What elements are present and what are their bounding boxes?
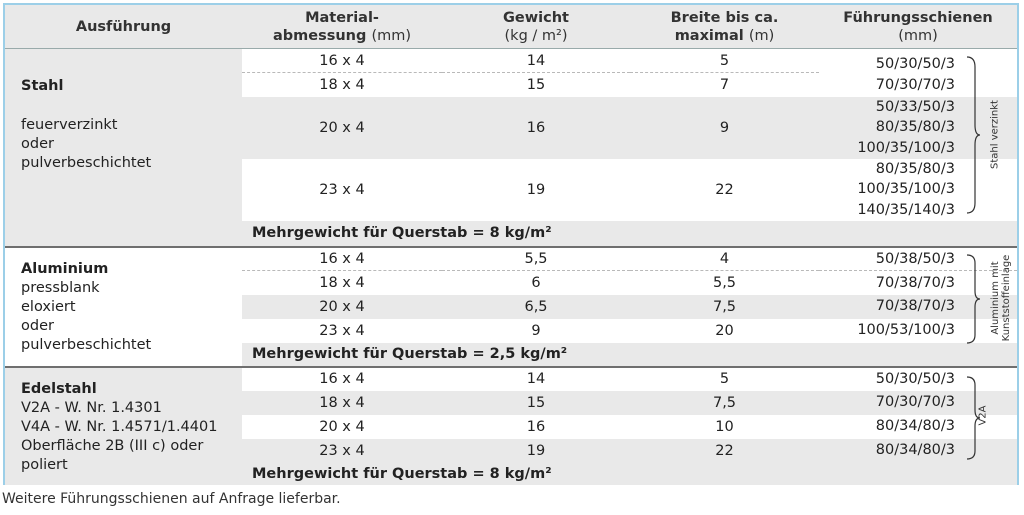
cell-width: 5 [630,367,819,391]
desc-line: Oberfläche 2B (III c) oder [21,437,204,454]
header-fuehrungsschienen: Führungsschienen (mm) [819,5,1017,49]
cell-width: 22 [715,181,734,198]
cell-weight: 15 [526,76,546,93]
desc-line: poliert [21,456,68,473]
brace-aluminium [965,253,981,345]
header-gewicht: Gewicht (kg / m²) [442,5,630,49]
footnote: Weitere Führungsschienen auf Anfrage lieferbar. [2,491,341,507]
extra-weight-note: Mehrgewicht für Querstab = 8 kg/m² [242,463,1017,485]
cell-width: 5,5 [712,274,737,291]
cell-size: 18 x 4 [242,391,442,415]
brace-stahl [965,55,981,215]
group-edelstahl-description [5,367,242,485]
desc-line: V2A - W. Nr. 1.4301 [21,399,162,416]
cell-rails: 70/38/70/3 [875,274,955,291]
cell-rails: 80/34/80/3 [875,418,955,435]
header-ausfuehrung: Ausführung [5,5,242,49]
cell-size: 18 x 4 [319,274,365,291]
cell-weight: 16 [442,97,630,159]
header-breite: Breite bis ca. maximal (m) [630,5,819,49]
cell-width: 20 [715,322,734,339]
cell-size: 23 x 4 [319,181,365,198]
cell-rails: 70/30/70/3 [819,391,1017,415]
cell-width: 9 [630,97,819,159]
spec-table-frame [3,3,1019,485]
table-row [5,247,1017,271]
cell-rails: 50/30/50/3 [819,367,1017,391]
cell-width: 7 [719,76,730,93]
group-title: Aluminium [21,260,109,277]
cell-size: 16 x 4 [242,367,442,391]
extra-weight-note: Mehrgewicht für Querstab = 8 kg/m² [242,221,1017,247]
cell-size: 16 x 4 [242,49,442,73]
cell-rails: 70/38/70/3 [819,295,1017,319]
cell-size: 20 x 4 [319,418,365,435]
cell-weight: 19 [442,439,630,463]
group-description: feuerverzinkt oder pulverbeschichtet [21,117,152,171]
cell-size: 20 x 4 [242,97,442,159]
side-label-v2a: V2A [977,405,989,426]
cell-rails: 50/38/50/3 [819,247,1017,271]
cell-width: 7,5 [630,391,819,415]
cell-weight: 6 [531,274,541,291]
cell-rails: 50/33/50/3 80/35/80/3 100/35/100/3 [819,97,1017,159]
cell-width: 5 [630,49,819,73]
cell-weight: 16 [526,418,546,435]
table-row [5,367,1017,391]
cell-weight: 5,5 [442,247,630,271]
cell-width: 7,5 [630,295,819,319]
cell-rails: 80/35/80/3 100/35/100/3 140/35/140/3 [857,160,955,218]
group-title: Edelstahl [21,380,97,397]
cell-weight: 14 [442,367,630,391]
header-materialabmessung: Material- abmessung (mm) [242,5,442,49]
cell-width: 22 [630,439,819,463]
cell-width: 10 [715,418,734,435]
group-title: Stahl [21,78,64,94]
cell-width: 4 [630,247,819,271]
side-label-aluminium: Aluminium mit Kunststoffeinlage [990,254,1012,342]
cell-weight: 15 [442,391,630,415]
cell-size: 16 x 4 [242,247,442,271]
desc-line: V4A - W. Nr. 1.4571/1.4401 [21,418,218,435]
cell-size: 20 x 4 [242,295,442,319]
cell-size: 23 x 4 [242,439,442,463]
cell-rails: 100/53/100/3 [857,322,955,339]
cell-size: 23 x 4 [319,322,365,339]
cell-rails: 50/30/50/3 70/30/70/3 [875,56,955,93]
group-stahl-description [5,49,242,247]
cell-weight: 19 [526,181,546,198]
cell-weight: 14 [442,49,630,73]
cell-weight: 9 [531,322,541,339]
cell-weight: 6,5 [442,295,630,319]
extra-weight-note: Mehrgewicht für Querstab = 2,5 kg/m² [242,343,1017,367]
spec-table [5,5,1017,485]
cell-rails: 80/34/80/3 [819,439,1017,463]
header-row [5,5,1017,49]
cell-size: 18 x 4 [319,76,365,93]
table-row [5,49,1017,73]
group-description: pressblank eloxiert oder pulverbeschichtet [21,279,152,353]
side-label-stahl: Stahl verzinkt [989,100,1001,169]
group-aluminium-description [5,247,242,367]
